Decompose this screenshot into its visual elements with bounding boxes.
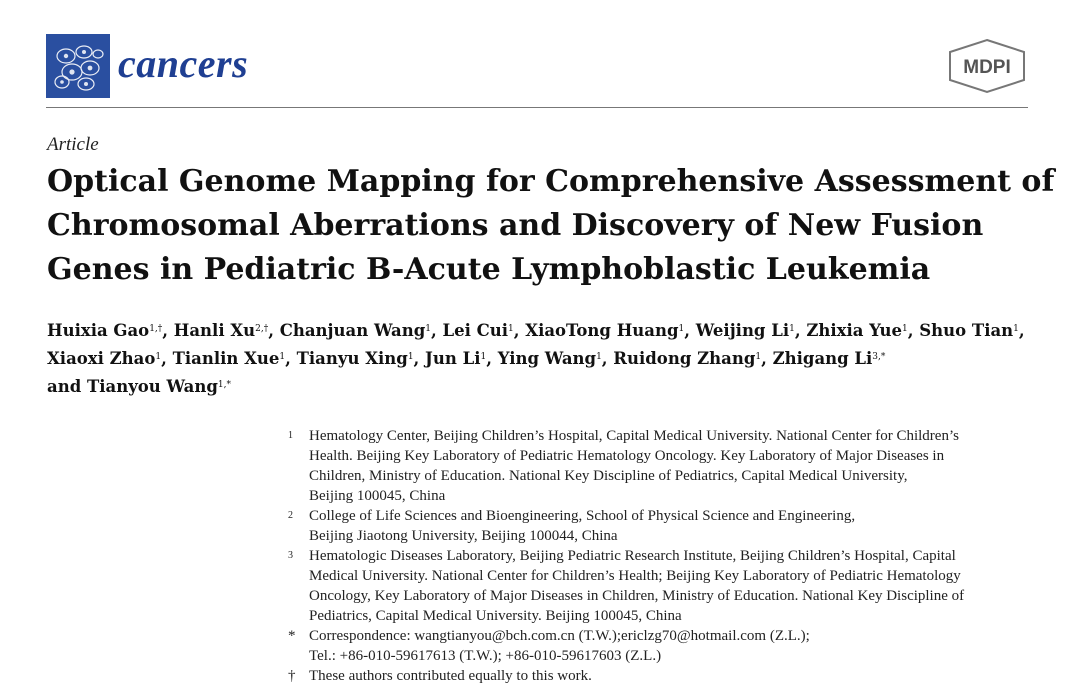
author-affiliation-mark: 1 — [678, 324, 685, 334]
equal-contribution-note — [288, 666, 1048, 686]
author-name[interactable]: Ruidong Zhang — [613, 349, 756, 368]
affiliation-line: Children, Ministry of Education. National Key Discipline of Pediatrics, Capital Medical University, — [309, 468, 908, 484]
separator: , — [761, 349, 773, 368]
author-name[interactable]: Jun Li — [425, 349, 481, 368]
author-name[interactable]: Tianlin Xue — [172, 349, 280, 368]
author-affiliation-mark: 1 — [508, 324, 514, 334]
author-name[interactable]: Shuo Tian — [919, 321, 1014, 340]
affiliation-item — [288, 426, 1048, 506]
author-affiliation-mark: 1 — [425, 324, 432, 334]
author-list — [47, 316, 1037, 400]
separator: , — [794, 321, 807, 340]
author-name[interactable]: Tianyu Xing — [296, 349, 408, 368]
cancers-logo-icon — [46, 34, 110, 98]
author-affiliation-mark: 1 — [1013, 324, 1019, 334]
author-affiliation-mark: 1 — [279, 352, 286, 362]
separator: , — [161, 349, 173, 368]
equal-contribution-marker: † — [288, 668, 296, 684]
affiliation-marker: 3 — [288, 550, 293, 561]
author-name[interactable]: Hanli Xu — [173, 321, 256, 340]
separator: , — [413, 349, 426, 368]
affiliation-marker: 1 — [288, 430, 293, 441]
affiliation-line: Hematologic Diseases Laboratory, Beijing Pediatric Research Institute, Beijing Children’s Hospital, Capital — [309, 548, 956, 564]
author-name[interactable]: Weijing Li — [695, 321, 790, 340]
title-line: Genes in Pediatric B-Acute Lymphoblastic Leukemia — [47, 252, 931, 287]
author-affiliation-mark: 1 — [755, 352, 762, 362]
affiliation-line: Pediatrics, Capital Medical University. Beijing 100045, China — [309, 608, 682, 624]
author-name[interactable]: and Tianyou Wang — [47, 377, 218, 396]
correspondence-item — [288, 626, 1048, 666]
author-affiliation-mark: 1 — [789, 324, 795, 334]
affiliation-item — [288, 546, 1048, 626]
affiliation-line: Medical University. National Center for Children’s Health; Beijing Key Laboratory of Pediatric Hematology — [309, 568, 961, 584]
title-line: Optical Genome Mapping for Comprehensive Assessment of — [47, 164, 1055, 199]
affiliation-item — [288, 506, 1048, 546]
affiliation-line: Hematology Center, Beijing Children’s Hospital, Capital Medical University. National Center for Children’s — [309, 428, 959, 444]
author-line — [47, 372, 1037, 400]
author-name[interactable]: Zhixia Yue — [806, 321, 903, 340]
author-name[interactable]: Xiaoxi Zhao — [47, 349, 156, 368]
author-name[interactable]: Huixia Gao — [47, 321, 150, 340]
author-affiliation-mark: 2,† — [255, 324, 269, 334]
affiliation-line: Beijing Jiaotong University, Beijing 100044, China — [309, 528, 618, 544]
author-affiliation-mark: 1,* — [217, 380, 231, 390]
affiliation-line: Health. Beijing Key Laboratory of Pediatric Hematology Oncology. Key Laboratory of Major Diseases in — [309, 448, 945, 464]
correspondence-line[interactable]: Correspondence: wangtianyou@bch.com.cn (T.W.);ericlzg70@hotmail.com (Z.L.); — [309, 628, 810, 644]
affiliation-line: Oncology, Key Laboratory of Major Diseases in Children, Ministry of Education. National Key Discipline of — [309, 588, 965, 604]
mdpi-logo-icon — [946, 38, 1028, 94]
journal-header — [46, 34, 1028, 108]
author-line — [47, 344, 1037, 372]
correspondence-marker: * — [288, 628, 296, 644]
separator: , — [601, 349, 614, 368]
author-affiliation-mark: 1 — [480, 352, 487, 362]
author-affiliation-mark: 1,† — [149, 324, 163, 334]
author-line — [47, 316, 1037, 344]
affiliation-line: College of Life Sciences and Bioengineering, School of Physical Science and Engineering, — [309, 508, 856, 524]
separator: , — [162, 321, 174, 340]
separator: , — [431, 321, 443, 340]
equal-contribution-line: These authors contributed equally to this work. — [309, 668, 592, 684]
affiliation-line: Beijing 100045, China — [309, 488, 446, 504]
affiliation-list — [288, 426, 1048, 686]
author-affiliation-mark: 1 — [407, 352, 414, 362]
author-name[interactable]: Lei Cui — [442, 321, 509, 340]
separator: , — [907, 321, 920, 340]
separator: , — [1018, 321, 1025, 340]
author-affiliation-mark: 3,* — [872, 352, 886, 362]
author-affiliation-mark: 1 — [902, 324, 908, 334]
separator: , — [486, 349, 498, 368]
separator: , — [285, 349, 297, 368]
separator: , — [684, 321, 696, 340]
separator: , — [268, 321, 280, 340]
header-divider — [46, 107, 1028, 108]
journal-name: cancers — [118, 41, 249, 86]
correspondence-line: Tel.: +86-010-59617613 (T.W.); +86-010-59617603 (Z.L.) — [309, 648, 662, 664]
author-name[interactable]: XiaoTong Huang — [525, 321, 679, 340]
publisher-name: MDPI — [963, 57, 1011, 78]
article-type: Article — [47, 134, 99, 155]
author-name[interactable]: Ying Wang — [497, 349, 597, 368]
separator: , — [513, 321, 526, 340]
author-affiliation-mark: 1 — [155, 352, 162, 362]
author-name[interactable]: Zhigang Li — [772, 349, 873, 368]
author-affiliation-mark: 1 — [596, 352, 602, 362]
affiliation-marker: 2 — [288, 510, 293, 521]
author-name[interactable]: Chanjuan Wang — [279, 321, 426, 340]
title-line: Chromosomal Aberrations and Discovery of New Fusion — [47, 208, 984, 243]
paper-title — [47, 160, 1055, 292]
